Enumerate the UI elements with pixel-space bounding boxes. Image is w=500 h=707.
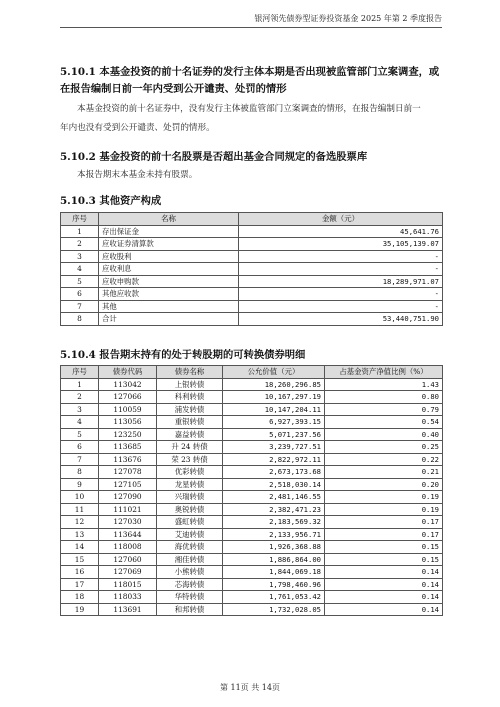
cell-amount: -: [239, 300, 443, 313]
cell-name: 兴瑞转债: [157, 491, 223, 504]
cell-amount: -: [239, 288, 443, 301]
col-header-name: 债券名称: [157, 366, 223, 379]
cell-amount: -: [239, 263, 443, 276]
page-footer: 第 11页 共 14页: [220, 683, 280, 692]
cell-no: 14: [61, 541, 99, 554]
cell-code: 127030: [99, 516, 157, 529]
table-row: [61, 288, 443, 301]
cell-no: 6: [61, 288, 99, 301]
cell-code: 123250: [99, 428, 157, 441]
cell-pct: 0.17: [325, 516, 443, 529]
table-row: [61, 503, 443, 516]
cell-value: 2,183,569.32: [223, 516, 325, 529]
cell-no: 18: [61, 591, 99, 604]
cell-code: 111021: [99, 503, 157, 516]
section-5-10-1-title: 5.10.1 本基金投资的前十名证券的发行主体本期是否出现被监管部门立案调查，或 在报告编制日前一年内受到公开谴责、处罚的情形: [60, 66, 440, 95]
table-row: [61, 403, 443, 416]
cell-name: 荣 23 转债: [157, 453, 223, 466]
cell-code: 110059: [99, 403, 157, 416]
cell-value: 18,260,296.85: [223, 378, 325, 391]
cell-no: 8: [61, 466, 99, 479]
table-row: [61, 313, 443, 326]
cell-name: 海优转债: [157, 541, 223, 554]
cell-value: 6,927,393.15: [223, 416, 325, 429]
cell-value: 2,133,956.71: [223, 528, 325, 541]
cell-pct: 1.43: [325, 378, 443, 391]
cell-no: 19: [61, 603, 99, 616]
table-row: [61, 441, 443, 454]
cell-pct: 0.19: [325, 503, 443, 516]
table-row: [61, 300, 443, 313]
cell-name: 浦发转债: [157, 403, 223, 416]
cell-no: 2: [61, 238, 99, 251]
cell-name: 科利转债: [157, 391, 223, 404]
cell-value: 10,167,297.19: [223, 391, 325, 404]
cell-code: 113644: [99, 528, 157, 541]
cell-pct: 0.20: [325, 478, 443, 491]
table-row: [61, 238, 443, 251]
section-5-10-3-title: 5.10.3 其他资产构成: [60, 195, 162, 207]
cell-value: 1,886,864.00: [223, 553, 325, 566]
cell-value: 2,518,030.14: [223, 478, 325, 491]
cell-code: 113676: [99, 453, 157, 466]
header-title: 银河领先债券型证券投资基金 2025 年第 2 季度报告: [254, 14, 442, 23]
cell-name: 龙星转债: [157, 478, 223, 491]
table-row: [61, 603, 443, 616]
cell-no: 16: [61, 566, 99, 579]
section-5-10-2-title: 5.10.2 基金投资的前十名股票是否超出基金合同规定的备选股票库: [60, 151, 368, 163]
other-assets-table: [60, 212, 443, 326]
cell-value: 1,761,053.42: [223, 591, 325, 604]
cell-name: 湘佳转债: [157, 553, 223, 566]
cell-pct: 0.54: [325, 416, 443, 429]
cell-no: 17: [61, 578, 99, 591]
cell-no: 10: [61, 491, 99, 504]
cell-value: 2,673,173.68: [223, 466, 325, 479]
table-header-row: [61, 213, 443, 226]
cell-value: 10,147,204.11: [223, 403, 325, 416]
table-row: [61, 466, 443, 479]
table-row: [61, 391, 443, 404]
cell-no: 8: [61, 313, 99, 326]
table-row: [61, 491, 443, 504]
cell-value: 2,481,146.55: [223, 491, 325, 504]
cell-name: 芯海转债: [157, 578, 223, 591]
table-row: [61, 416, 443, 429]
cell-no: 5: [61, 428, 99, 441]
col-header-amount: 金额（元）: [239, 213, 443, 226]
table-row: [61, 275, 443, 288]
cell-code: 113691: [99, 603, 157, 616]
table-row: [61, 528, 443, 541]
cell-no: 9: [61, 478, 99, 491]
table-row: [61, 516, 443, 529]
page-header: [60, 11, 442, 28]
cell-no: 13: [61, 528, 99, 541]
convertible-bonds-table: [60, 365, 443, 616]
cell-name: 应收证券清算款: [99, 238, 239, 251]
cell-name: 存出保证金: [99, 225, 239, 238]
cell-no: 3: [61, 250, 99, 263]
cell-name: 其他: [99, 300, 239, 313]
cell-pct: 0.21: [325, 466, 443, 479]
cell-no: 4: [61, 416, 99, 429]
cell-pct: 0.14: [325, 591, 443, 604]
table-row: [61, 541, 443, 554]
cell-name: 优彩转债: [157, 466, 223, 479]
cell-code: 127090: [99, 491, 157, 504]
table-row: [61, 578, 443, 591]
table-row: [61, 225, 443, 238]
cell-amount: -: [239, 250, 443, 263]
cell-amount: 35,105,139.07: [239, 238, 443, 251]
cell-name: 重银转债: [157, 416, 223, 429]
cell-name: 应收股利: [99, 250, 239, 263]
cell-value: 2,822,972.11: [223, 453, 325, 466]
section-5-10-1-text: 本基金投资的前十名证券中，没有发行主体被监管部门立案调查的情形，在报告编制日前一 年内也没有受到公开谴责、处罚的情形。: [60, 104, 421, 133]
cell-code: 118033: [99, 591, 157, 604]
cell-value: 1,798,460.96: [223, 578, 325, 591]
cell-amount: 53,440,751.90: [239, 313, 443, 326]
cell-no: 15: [61, 553, 99, 566]
col-header-no: 序号: [61, 366, 99, 379]
cell-pct: 0.22: [325, 453, 443, 466]
table-header-row: [61, 366, 443, 379]
cell-code: 118008: [99, 541, 157, 554]
cell-no: 7: [61, 453, 99, 466]
cell-no: 1: [61, 378, 99, 391]
table-row: [61, 378, 443, 391]
cell-no: 2: [61, 391, 99, 404]
table-row: [61, 250, 443, 263]
cell-name: 奥锐转债: [157, 503, 223, 516]
cell-no: 11: [61, 503, 99, 516]
cell-name: 盛虹转债: [157, 516, 223, 529]
cell-pct: 0.14: [325, 603, 443, 616]
cell-value: 5,071,237.56: [223, 428, 325, 441]
cell-name: 合计: [99, 313, 239, 326]
cell-name: 应收申购款: [99, 275, 239, 288]
cell-pct: 0.25: [325, 441, 443, 454]
cell-code: 127060: [99, 553, 157, 566]
cell-no: 12: [61, 516, 99, 529]
cell-no: 7: [61, 300, 99, 313]
col-header-value: 公允价值（元）: [223, 366, 325, 379]
table-row: [61, 591, 443, 604]
cell-code: 127069: [99, 566, 157, 579]
table-row: [61, 478, 443, 491]
cell-value: 1,732,028.05: [223, 603, 325, 616]
section-5-10-2-text: 本报告期末本基金未持有股票。: [77, 170, 198, 180]
cell-code: 127078: [99, 466, 157, 479]
cell-name: 艾迪转债: [157, 528, 223, 541]
cell-code: 118015: [99, 578, 157, 591]
cell-value: 1,926,368.88: [223, 541, 325, 554]
col-header-name: 名称: [99, 213, 239, 226]
table-row: [61, 263, 443, 276]
cell-name: 小熊转债: [157, 566, 223, 579]
cell-no: 5: [61, 275, 99, 288]
cell-amount: 45,641.76: [239, 225, 443, 238]
cell-pct: 0.80: [325, 391, 443, 404]
cell-name: 升 24 转债: [157, 441, 223, 454]
cell-name: 和邦转债: [157, 603, 223, 616]
cell-name: 应收利息: [99, 263, 239, 276]
cell-code: 127105: [99, 478, 157, 491]
table-row: [61, 428, 443, 441]
cell-code: 113056: [99, 416, 157, 429]
cell-pct: 0.17: [325, 528, 443, 541]
table-row: [61, 566, 443, 579]
cell-pct: 0.15: [325, 541, 443, 554]
section-5-10-4-title: 5.10.4 报告期末持有的处于转股期的可转换债券明细: [60, 349, 306, 361]
cell-code: 113685: [99, 441, 157, 454]
table-row: [61, 453, 443, 466]
cell-no: 3: [61, 403, 99, 416]
cell-value: 1,844,069.18: [223, 566, 325, 579]
cell-no: 4: [61, 263, 99, 276]
cell-no: 6: [61, 441, 99, 454]
table-row: [61, 553, 443, 566]
cell-code: 113042: [99, 378, 157, 391]
cell-amount: 18,289,971.07: [239, 275, 443, 288]
cell-value: 3,239,727.51: [223, 441, 325, 454]
cell-pct: 0.14: [325, 578, 443, 591]
cell-name: 其他应收款: [99, 288, 239, 301]
col-header-code: 债券代码: [99, 366, 157, 379]
cell-no: 1: [61, 225, 99, 238]
cell-code: 127066: [99, 391, 157, 404]
cell-value: 2,382,471.23: [223, 503, 325, 516]
cell-pct: 0.14: [325, 566, 443, 579]
col-header-no: 序号: [61, 213, 99, 226]
col-header-pct: 占基金资产净值比例（%）: [325, 366, 443, 379]
cell-pct: 0.40: [325, 428, 443, 441]
cell-name: 嘉益转债: [157, 428, 223, 441]
cell-pct: 0.15: [325, 553, 443, 566]
cell-pct: 0.19: [325, 491, 443, 504]
cell-name: 上银转债: [157, 378, 223, 391]
cell-pct: 0.79: [325, 403, 443, 416]
cell-name: 华特转债: [157, 591, 223, 604]
